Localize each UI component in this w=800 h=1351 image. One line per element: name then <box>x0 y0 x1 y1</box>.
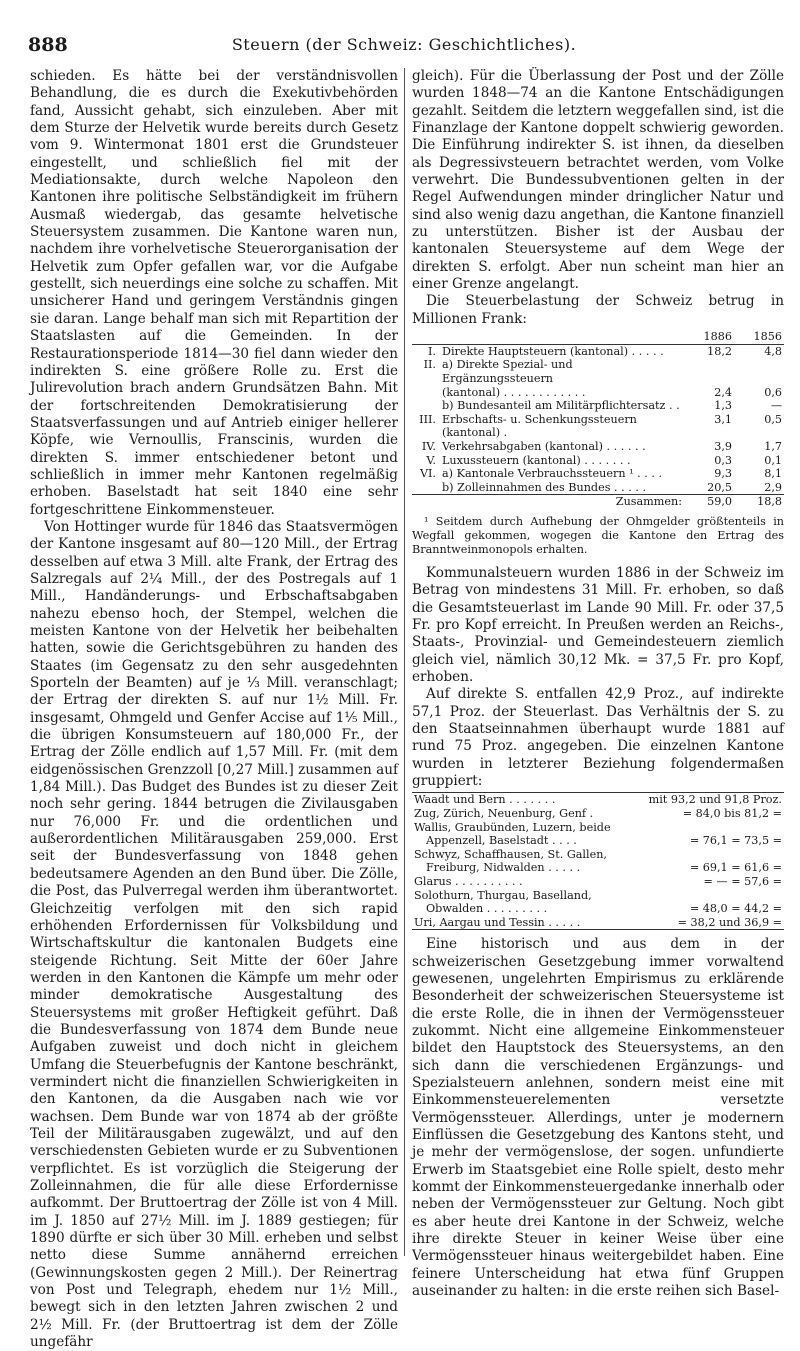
tax-row-number <box>412 386 440 400</box>
canton-group-values: = 84,0 bis 81,2 = <box>682 806 782 820</box>
canton-group-values: = 69,1 = 61,6 = <box>689 861 782 875</box>
tax-table-sum-row <box>412 495 784 509</box>
page-number: 888 <box>28 34 68 56</box>
canton-group-row <box>412 821 784 835</box>
tax-value-1886 <box>684 358 734 385</box>
tax-sum-spacer <box>412 495 440 509</box>
tax-value-1856: 2,9 <box>764 480 782 494</box>
tax-table-row <box>412 386 784 400</box>
tax-row-number: VI. <box>419 467 436 481</box>
canton-group-label: Solothurn, Thurgau, Baselland, <box>414 888 592 902</box>
canton-group-label: Schwyz, Schaffhausen, St. Gallen, <box>414 847 607 861</box>
tax-value-1886: 1,3 <box>714 399 732 413</box>
canton-group-label: Zug, Zürich, Neuenburg, Genf . <box>414 806 594 820</box>
left-paragraph-2: Von Hottinger wurde für 1846 das Staatsvermögen der Kantone insgesamt auf 80—120 Mill., der Ertrag desselben auf etwa 3 Mill. alte Frank, der Ertrag des Salzregals auf 2¼ Mill., der des Postregals auf 1 Mill., Handänderungs- und Erbschaftsabgaben nahezu ebenso hoch, der Stempel, welchen die meisten Kantone von der Helvetik her beibehalten hatten, sowie die Gerichtsgebühren zu handen des Staates (im Gegensatz zu den sehr ausgedehnten Sporteln der Beamten) auf je ⅓ Mill. veranschlagt; der Ertrag der direkten S. auf nur 1½ Mill. Fr. insgesamt, Ohmgeld und Genfer Accise auf 1⅕ Mill., die übrigen Konsumsteuern auf 180,000 Fr., der Ertrag der Zölle endlich auf 1,57 Mill. Fr. (mit dem eidgenössischen Grenzzoll [0,27 Mill.] zusammen auf 1,84 Mill.). Das Budget des Bundes ist zu dieser Zeit noch sehr gering. 1844 betrugen die Zivilausgaben nur 76,000 Fr. und die ordentlichen und außerordentlichen Militärausgaben 259,000. Erst seit der Bundesverfassung von 1848 gehen bedeutsamere Agenden an den Bund über. Die Zölle, die Post, das Pulverregal werden ihm überantwortet. Gleichzeitig verfolgen mit den sich rapid erhöhenden Erfordernissen für Volksbildung und Wirtschaftskultur die kantonalen Budgets eine steigende Richtung. Seit Mitte der 60er Jahre werden in den Kantonen die Kämpfe um mehr oder minder demokratische Ausgestaltung des Steuersystems mit großer Heftigkeit geführt. Daß die Bundesverfassung von 1874 dem Bunde neue Aufgaben zuweist und doch nicht in gleichem Umfang die Steuerbefugnis der Kantone beschränkt, vermindert nicht die finanziellen Schwierigkeiten in den Kantonen, da die Ausgaben nach wie vor wachsen. Dem Bunde war von 1874 ab der größte Teil der Militärausgaben zugewälzt, und auf den verschiedensten Gebieten wurde er zu Subventionen verpflichtet. Es ist vorzüglich die Steigerung der Zolleinnahmen, die für alle diese Erfordernisse aufkommt. Der Bruttoertrag der Zölle ist von 4 Mill. im J. 1850 auf 27½ Mill. im J. 1889 gestiegen; für 1890 dürfte er sich über 30 Mill. erheben und selbst netto diese Summe annähernd erreichen (Gewinnungskosten gegen 2 Mill.). Der Reinertrag von Post und Telegraph, ehedem nur 1½ Mill., bewegt sich in den letzten Jahren zwischen 2 und 2½ Mill. Fr. (der Bruttoertrag ist dem der Zölle ungefähr <box>30 518 398 1351</box>
tax-value-1856: 8,1 <box>764 467 782 481</box>
canton-group-label: Obwalden . . . . . . . . . <box>426 902 548 916</box>
tax-value-1886: 3,9 <box>714 439 732 453</box>
tax-row-number: II. <box>423 358 436 372</box>
tax-value-1856: 0,6 <box>764 385 782 399</box>
page-header <box>28 34 780 58</box>
tax-row-label: (kantonal) . . . . . . . . . . . . <box>442 385 586 399</box>
tax-row-label: Erbschafts- u. Schenkungssteuern (kantonal) . <box>442 412 637 440</box>
canton-group-values: = 48,0 = 44,2 = <box>689 902 782 916</box>
canton-group-row <box>412 834 784 848</box>
canton-group-label: Uri, Aargau und Tessin . . . . . <box>414 915 581 929</box>
tax-table-footnote: ¹ Seitdem durch Aufhebung der Ohmgelder größtenteils in Wegfall gekommen, wogegen die Kantone den Ertrag des Branntweinmonopols erhalten. <box>412 514 784 556</box>
canton-group-row <box>412 861 784 875</box>
tax-value-1856: 0,1 <box>764 453 782 467</box>
column-divider <box>404 68 405 1256</box>
tax-row-label: a) Kantonale Verbrauchssteuern ¹ . . . . <box>442 467 663 481</box>
tax-value-1886: 9,3 <box>714 467 732 481</box>
tax-table-row <box>412 467 784 481</box>
canton-group-row <box>412 848 784 862</box>
tax-value-1856 <box>734 358 784 385</box>
canton-group-row <box>412 793 784 807</box>
tax-row-label: Luxussteuern (kantonal) . . . . . . . <box>442 453 631 467</box>
canton-group-label: Appenzell, Baselstadt . . . . <box>426 834 577 848</box>
tax-row-label: b) Bundesanteil am Militärpflichtersatz . . <box>442 399 680 413</box>
tax-table-row <box>412 440 784 454</box>
tax-value-1856: 4,8 <box>764 344 782 358</box>
canton-group-row <box>412 889 784 903</box>
tax-table-heading: Die Steuerbelastung der Schweiz betrug in Millionen Frank: <box>412 293 784 327</box>
canton-group-values: = 76,1 = 73,5 = <box>689 834 782 848</box>
tax-value-1886: 2,4 <box>714 385 732 399</box>
tax-value-1886: 3,1 <box>714 412 732 426</box>
tax-sum-label: Zusammen: <box>440 495 684 509</box>
canton-group-values: mit 93,2 und 91,8 Proz. <box>648 793 782 807</box>
tax-value-1856: 1,7 <box>764 439 782 453</box>
tax-sum-1886: 59,0 <box>684 495 734 509</box>
canton-group-label: Freiburg, Nidwalden . . . . . <box>426 861 581 875</box>
canton-group-table <box>412 792 784 930</box>
tax-table-row <box>412 399 784 413</box>
left-paragraph-1: schieden. Es hätte bei der verständnisvollen Behandlung, die es durch die Exekutivbehörden fand, Aussicht gehabt, sich einzuleben. Aber mit dem Sturze der Helvetik wurde bereits durch Gesetz vom 9. Wintermonat 1801 erst die Grundsteuer eingestellt, und schließlich fiel mit der Mediationsakte, durch welche Napoleon den Kantonen ihre politische Selbständigkeit im frühern Ausmaß wiedergab, das gesamte helvetische Steuersystem zusammen. Die Kantone waren nun, nachdem ihre vorhelvetische Steuerorganisation der Helvetik zum Opfer gefallen war, vor die Aufgabe gestellt, sich neuerdings eine solche zu schaffen. Mit unsicherer Hand und geringem Verständnis gingen sie daran. Lange behalf man sich mit Repartition der Staatslasten auf die Gemeinden. In der Restaurationsperiode 1814—30 fiel dann wieder den indirekten S. eine größere Rolle zu. Erst die Julirevolution brach andern Grundsätzen Bahn. Mit der fortschreitenden Demokratisierung der Staatsverfassungen und auf Antrieb einiger hellerer Köpfe, wie Vernoullis, Franscinis, wurden die direkten S. immer entschiedener betont und schließlich in immer mehr Kantonen regelmäßig erhoben. Baselstadt hat seit 1840 eine sehr fortgeschrittene Einkommensteuer. <box>30 68 398 518</box>
tax-row-number: III. <box>419 412 436 426</box>
tax-table-header-row <box>412 330 784 344</box>
year-header-1886: 1886 <box>684 330 734 344</box>
tax-burden-table <box>412 330 784 509</box>
tax-table-row <box>412 481 784 495</box>
right-paragraph-3: Auf direkte S. entfallen 42,9 Proz., auf indirekte 57,1 Proz. der Steuerlast. Das Verhältnis der S. zu den Staatseinnahmen überhaupt wurde 1881 auf rund 75 Proz. angegeben. Die einzelnen Kantone wurden in letzterer Beziehung folgendermaßen gruppiert: <box>412 686 784 789</box>
tax-row-label: a) Direkte Spezial- und Ergänzungssteuern <box>442 358 573 385</box>
canton-group-label: Waadt und Bern . . . . . . . <box>414 793 556 807</box>
tax-value-1886: 20,5 <box>707 480 732 494</box>
canton-group-label: Glarus . . . . . . . . . . <box>414 874 523 888</box>
tax-value-1856: 0,5 <box>764 412 782 426</box>
tax-row-number: I. <box>428 344 436 358</box>
tax-row-number <box>412 481 440 495</box>
tax-row-label: Verkehrsabgaben (kantonal) . . . . . . <box>442 439 646 453</box>
tax-row-number: IV. <box>421 439 436 453</box>
right-paragraph-1: gleich). Für die Überlassung der Post und der Zölle wurden 1848—74 an die Kantone Entschädigungen gezahlt. Seitdem die letztern weggefallen sind, ist die Finanzlage der Kantone doppelt schwierig geworden. Die Einführung indirekter S. ist ihnen, da dieselben als Degressivsteuern betrachtet werden, vom Volke verwehrt. Die Bundessubventionen gelten in der Regel Aufwendungen minder dringlicher Natur und sind also wenig dazu angethan, die Kantone finanziell zu unterstützen. Bisher ist der Ausbau der kantonalen Steuersysteme auf dem Wege der direkten S. erfolgt. Aber nun scheint man hier an einer Grenze angelangt. <box>412 68 784 293</box>
tax-table-row <box>412 454 784 468</box>
tax-row-number: V. <box>426 453 436 467</box>
tax-table-row <box>412 344 784 358</box>
canton-group-values <box>630 821 784 835</box>
canton-group-label: Wallis, Graubünden, Luzern, beide <box>414 820 611 834</box>
tax-value-1886: 18,2 <box>707 344 732 358</box>
canton-group-row <box>412 807 784 821</box>
tax-row-label: b) Zolleinnahmen des Bundes . . . . . <box>442 480 647 494</box>
tax-table-row <box>412 413 784 440</box>
canton-group-values: = — = 57,6 = <box>703 874 782 888</box>
canton-group-row <box>412 902 784 916</box>
left-column <box>30 68 398 1351</box>
canton-group-values <box>630 848 784 862</box>
tax-table-row <box>412 358 784 385</box>
running-head: Steuern (der Schweiz: Geschichtliches). <box>231 35 577 54</box>
canton-group-row <box>412 875 784 889</box>
canton-group-values: = 38,2 und 36,9 = <box>677 915 782 929</box>
right-column <box>412 68 784 1300</box>
canton-group-values <box>630 889 784 903</box>
tax-row-number <box>412 399 440 413</box>
tax-value-1856: — <box>770 399 782 413</box>
canton-group-row <box>412 916 784 930</box>
tax-value-1886: 0,3 <box>714 453 732 467</box>
right-paragraph-2: Kommunalsteuern wurden 1886 in der Schweiz im Betrag von mindestens 31 Mill. Fr. erhoben, so daß die Gesamtsteuerlast im Lande 90 Mill. Fr. oder 37,5 Fr. pro Kopf erreicht. In Preußen werden an Reichs-, Staats-, Provinzial- und Gemeindesteuern ziemlich gleich viel, nämlich 30,12 Mk. = 37,5 Fr. pro Kopf, erhoben. <box>412 564 784 685</box>
tax-sum-1856: 18,8 <box>734 495 784 509</box>
right-paragraph-4: Eine historisch und aus dem in der schweizerischen Gesetzgebung immer vorwaltend gewesenen, ungelehrten Empirismus zu erklärende Besonderheit der schweizerischen Steuersysteme ist die erste Rolle, die in ihnen der Vermögenssteuer zukommt. Nicht eine allgemeine Einkommensteuer bildet den Hauptstock des Steuersystems, an den sich dann die verschiedenen Ergänzungs- und Spezialsteuern anlehnen, sondern meist eine mit Einkommensteuerelementen versetzte Vermögenssteuer. Allerdings, unter je modernern Einflüssen die Gesetzgebung des Kantons steht, und je mehr der vermögenslose, der sogen. unfundierte Erwerb im Staatsgebiet eine Rolle spielt, desto mehr kommt der Einkommensteuergedanke innerhalb oder neben der Vermögenssteuer zur Geltung. Noch gibt es aber heute drei Kantone in der Schweiz, welche ihre direkte Steuer in keiner Weise über eine Vermögenssteuer hinaus weitergebildet haben. Eine feinere Unterscheidung hat etwa fünf Gruppen auseinander zu halten: in die erste reihen sich Basel- <box>412 936 784 1300</box>
tax-row-label: Direkte Hauptsteuern (kantonal) . . . . . <box>442 344 664 358</box>
year-header-1856: 1856 <box>734 330 784 344</box>
